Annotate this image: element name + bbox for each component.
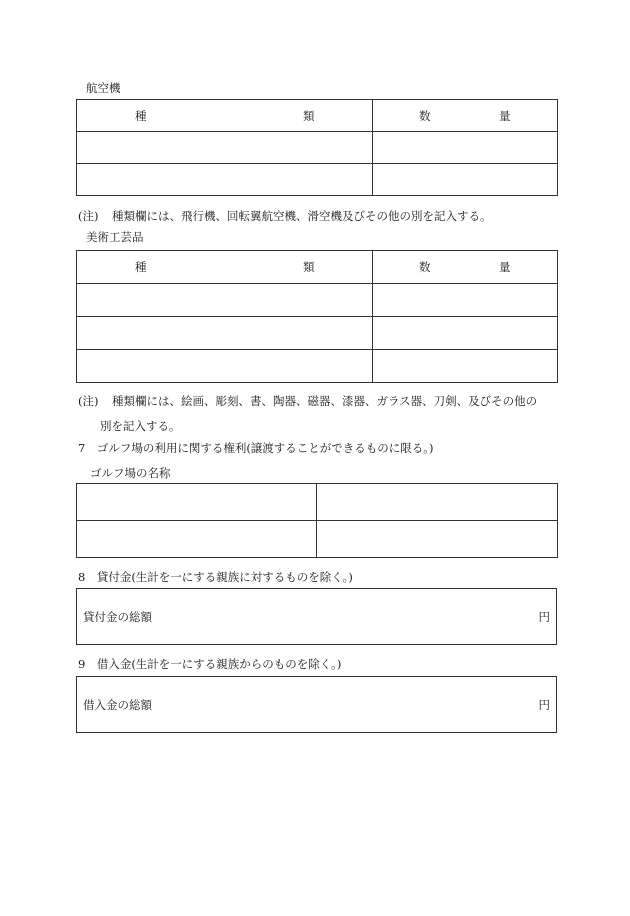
golf-name-cell[interactable] — [77, 484, 317, 521]
aircraft-header-qty-1: 数 — [419, 108, 431, 123]
aircraft-kind-cell[interactable] — [77, 164, 373, 196]
art-note-line1: 種類欄には、絵画、彫刻、書、陶器、磁器、漆器、ガラス器、刀剣、及びその他の — [112, 394, 538, 408]
borrow-total-box[interactable] — [76, 676, 557, 733]
art-header-kind — [77, 251, 373, 284]
golf-name-cell[interactable] — [77, 521, 317, 558]
aircraft-qty-cell[interactable] — [373, 132, 558, 164]
borrow-yen-unit: 円 — [538, 697, 550, 712]
art-kind-cell[interactable] — [77, 317, 373, 350]
aircraft-table — [76, 99, 558, 196]
loan-total-box[interactable] — [76, 588, 557, 645]
loan-total-label: 貸付金の総額 — [83, 609, 152, 624]
aircraft-title: 航空機 — [86, 81, 121, 95]
aircraft-header-kind — [77, 100, 373, 132]
art-header-kind-1: 種 — [135, 260, 147, 274]
aircraft-header-qty-2: 量 — [499, 108, 511, 123]
aircraft-header-kind-1: 種 — [135, 108, 147, 123]
art-table — [76, 250, 558, 383]
aircraft-header-kind-2: 類 — [303, 108, 315, 123]
borrow-total-label: 借入金の総額 — [83, 697, 152, 712]
art-title: 美術工芸品 — [86, 230, 144, 244]
golf-subtitle: ゴルフ場の名称 — [90, 466, 171, 480]
aircraft-header-qty — [373, 100, 558, 132]
art-qty-cell[interactable] — [373, 284, 558, 317]
art-header-qty-2: 量 — [499, 260, 511, 274]
loan-yen-unit: 円 — [538, 609, 550, 624]
art-note-line2: 別を記入する。 — [100, 419, 181, 433]
art-note-mark: (注) — [78, 394, 99, 408]
borrow-heading: 9 借入金(生計を一にする親族からのものを除く。) — [78, 657, 342, 671]
golf-name-cell[interactable] — [317, 484, 558, 521]
art-kind-cell[interactable] — [77, 350, 373, 383]
golf-name-cell[interactable] — [317, 521, 558, 558]
aircraft-note: 種類欄には、飛行機、回転翼航空機、滑空機及びその他の別を記入する。 — [112, 209, 492, 223]
aircraft-qty-cell[interactable] — [373, 164, 558, 196]
aircraft-note-mark: (注) — [78, 209, 99, 223]
aircraft-kind-cell[interactable] — [77, 132, 373, 164]
golf-heading: 7 ゴルフ場の利用に関する権利(譲渡することができるものに限る。) — [78, 441, 434, 455]
golf-table — [76, 483, 558, 558]
art-qty-cell[interactable] — [373, 350, 558, 383]
art-header-qty — [373, 251, 558, 284]
art-header-qty-1: 数 — [419, 260, 431, 274]
art-qty-cell[interactable] — [373, 317, 558, 350]
loan-heading: 8 貸付金(生計を一にする親族に対するものを除く。) — [78, 570, 353, 584]
art-kind-cell[interactable] — [77, 284, 373, 317]
art-header-kind-2: 類 — [303, 260, 315, 274]
